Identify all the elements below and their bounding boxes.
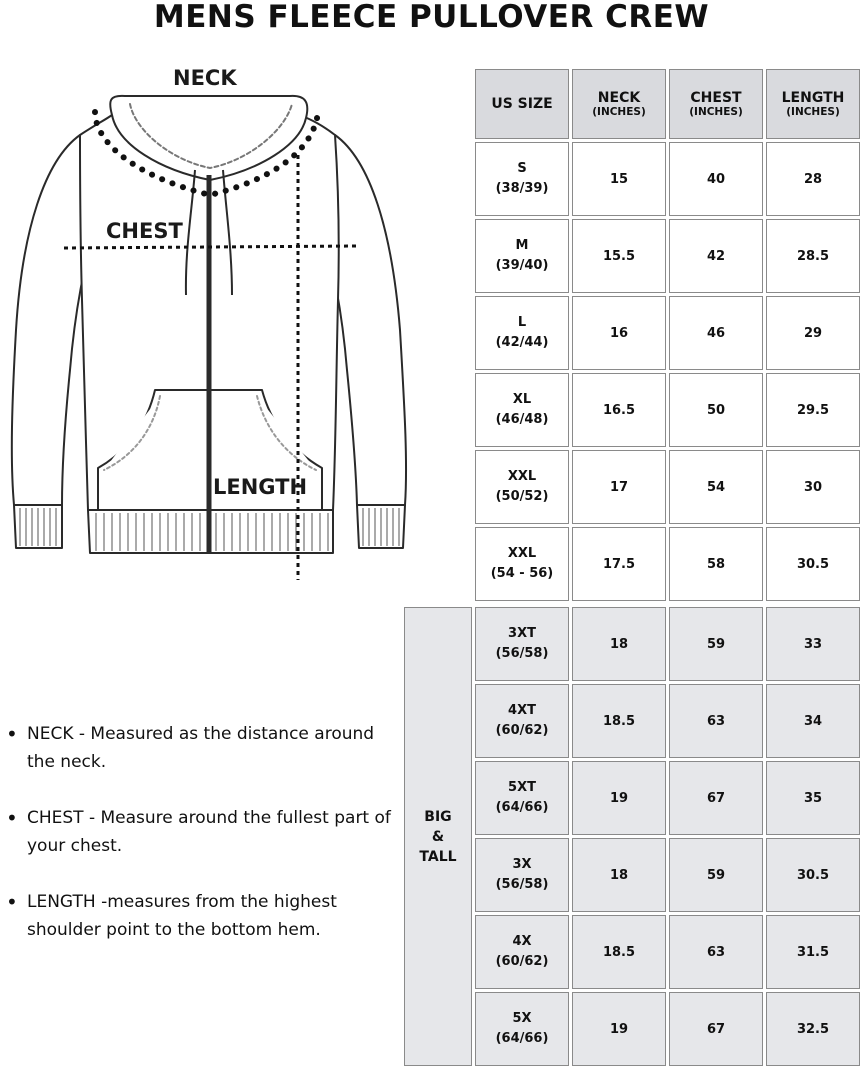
chest-value-cell: 63 bbox=[669, 684, 763, 758]
size-cell bbox=[475, 761, 569, 835]
size-cell bbox=[475, 142, 569, 216]
big-and-tall-word: TALL bbox=[419, 848, 457, 865]
length-value-cell: 31.5 bbox=[766, 915, 860, 989]
measurement-notes bbox=[6, 720, 396, 972]
big-and-tall-label bbox=[404, 607, 472, 1066]
note-chest: • CHEST - Measure around the fullest part of your chest. bbox=[6, 804, 396, 860]
size-cell bbox=[475, 527, 569, 601]
table-header-label: LENGTH bbox=[781, 90, 845, 106]
size-cell bbox=[475, 450, 569, 524]
length-value-cell: 28 bbox=[766, 142, 860, 216]
size-name: 4X bbox=[512, 934, 532, 949]
table-header-cell bbox=[475, 69, 569, 139]
chest-value-cell: 42 bbox=[669, 219, 763, 293]
size-range: (46/48) bbox=[495, 412, 549, 427]
table-header-label: CHEST bbox=[690, 90, 742, 106]
chest-value-cell: 58 bbox=[669, 527, 763, 601]
chest-value-cell: 40 bbox=[669, 142, 763, 216]
size-range: (54 - 56) bbox=[490, 566, 554, 581]
note-length: • LENGTH -measures from the highest shoulder point to the bottom hem. bbox=[6, 888, 396, 944]
chest-value-cell: 63 bbox=[669, 915, 763, 989]
neck-value-cell: 17.5 bbox=[572, 527, 666, 601]
length-value-cell: 29 bbox=[766, 296, 860, 370]
neck-value-cell: 18 bbox=[572, 607, 666, 681]
size-range: (50/52) bbox=[495, 489, 549, 504]
size-name: L bbox=[517, 315, 527, 330]
length-value-cell: 28.5 bbox=[766, 219, 860, 293]
size-range: (60/62) bbox=[495, 954, 549, 969]
size-name: 5X bbox=[512, 1011, 532, 1026]
table-header-unit: (INCHES) bbox=[689, 106, 743, 118]
size-cell bbox=[475, 838, 569, 912]
size-cell bbox=[475, 219, 569, 293]
chest-value-cell: 67 bbox=[669, 992, 763, 1066]
chest-value-cell: 59 bbox=[669, 838, 763, 912]
size-cell bbox=[475, 915, 569, 989]
size-name: M bbox=[515, 238, 529, 253]
size-range: (56/58) bbox=[495, 877, 549, 892]
neck-value-cell: 16.5 bbox=[572, 373, 666, 447]
size-cell bbox=[475, 373, 569, 447]
neck-value-cell: 16 bbox=[572, 296, 666, 370]
size-name: XXL bbox=[507, 469, 537, 484]
length-value-cell: 33 bbox=[766, 607, 860, 681]
page-title: MENS FLEECE PULLOVER CREW bbox=[153, 0, 710, 35]
size-cell bbox=[475, 607, 569, 681]
length-value-cell: 32.5 bbox=[766, 992, 860, 1066]
size-name: XXL bbox=[507, 546, 537, 561]
chest-value-cell: 54 bbox=[669, 450, 763, 524]
table-header-label: NECK bbox=[597, 90, 641, 106]
table-header-cell bbox=[572, 69, 666, 139]
size-range: (64/66) bbox=[495, 1031, 549, 1046]
size-range: (64/66) bbox=[495, 800, 549, 815]
neck-value-cell: 15 bbox=[572, 142, 666, 216]
neck-value-cell: 17 bbox=[572, 450, 666, 524]
length-value-cell: 34 bbox=[766, 684, 860, 758]
chest-value-cell: 50 bbox=[669, 373, 763, 447]
length-value-cell: 30.5 bbox=[766, 527, 860, 601]
size-cell bbox=[475, 992, 569, 1066]
hoodie-illustration bbox=[0, 60, 420, 590]
table-header-unit: (INCHES) bbox=[786, 106, 840, 118]
table-header-label: US SIZE bbox=[491, 96, 553, 112]
size-range: (39/40) bbox=[495, 258, 549, 273]
chest-value-cell: 59 bbox=[669, 607, 763, 681]
neck-value-cell: 19 bbox=[572, 992, 666, 1066]
size-name: 5XT bbox=[508, 780, 536, 795]
neck-value-cell: 18.5 bbox=[572, 684, 666, 758]
size-cell bbox=[475, 296, 569, 370]
length-value-cell: 29.5 bbox=[766, 373, 860, 447]
size-range: (42/44) bbox=[495, 335, 549, 350]
note-neck: • NECK - Measured as the distance around the neck. bbox=[6, 720, 396, 776]
chest-value-cell: 46 bbox=[669, 296, 763, 370]
chest-value-cell: 67 bbox=[669, 761, 763, 835]
size-name: 3X bbox=[512, 857, 532, 872]
neck-value-cell: 15.5 bbox=[572, 219, 666, 293]
neck-value-cell: 18 bbox=[572, 838, 666, 912]
size-range: (60/62) bbox=[495, 723, 549, 738]
big-and-tall-word: BIG bbox=[424, 808, 452, 825]
length-label: LENGTH bbox=[213, 475, 308, 499]
neck-label: NECK bbox=[173, 66, 237, 90]
neck-value-cell: 19 bbox=[572, 761, 666, 835]
table-header-unit: (INCHES) bbox=[592, 106, 646, 118]
size-name: XL bbox=[512, 392, 532, 407]
size-cell bbox=[475, 684, 569, 758]
table-header-cell bbox=[669, 69, 763, 139]
size-name: S bbox=[517, 161, 527, 176]
chest-label: CHEST bbox=[106, 219, 183, 243]
size-name: 4XT bbox=[508, 703, 536, 718]
size-name: 3XT bbox=[508, 626, 536, 641]
length-value-cell: 35 bbox=[766, 761, 860, 835]
size-range: (38/39) bbox=[495, 181, 549, 196]
length-value-cell: 30 bbox=[766, 450, 860, 524]
big-and-tall-word: & bbox=[431, 828, 445, 845]
neck-value-cell: 18.5 bbox=[572, 915, 666, 989]
length-value-cell: 30.5 bbox=[766, 838, 860, 912]
table-header-cell bbox=[766, 69, 860, 139]
size-range: (56/58) bbox=[495, 646, 549, 661]
